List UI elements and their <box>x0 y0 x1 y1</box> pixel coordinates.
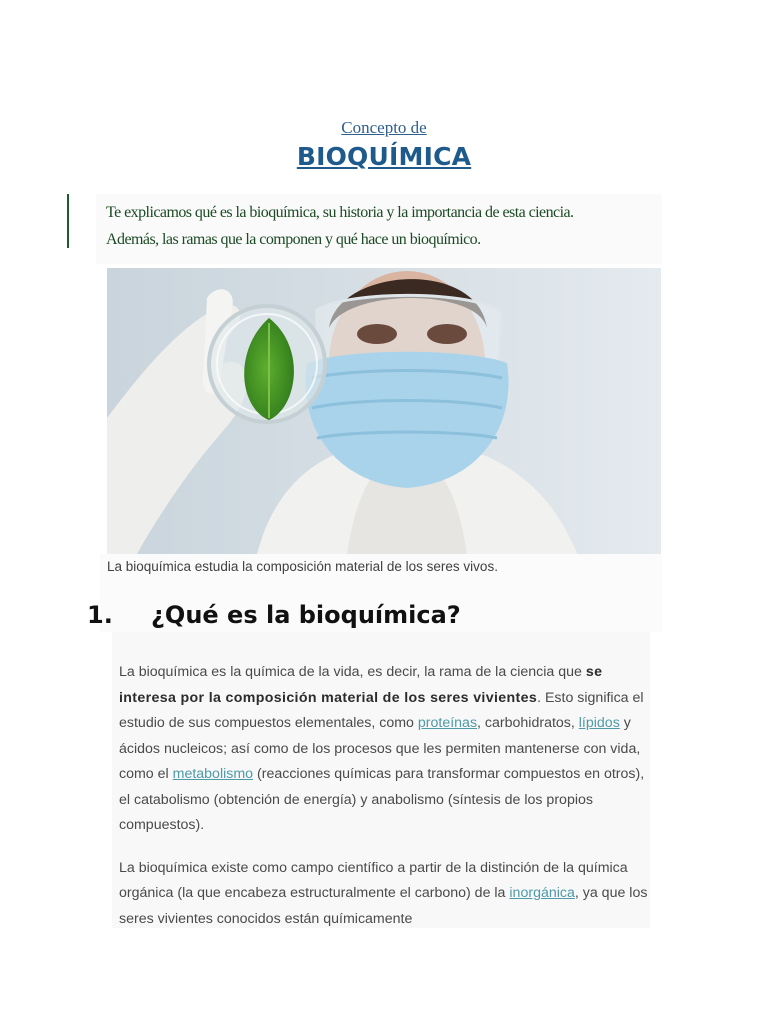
link-inorganica[interactable]: inorgánica <box>509 885 575 901</box>
intro-text <box>106 199 656 253</box>
section-number: 1. <box>87 601 113 629</box>
intro-line-2: Además, las ramas que la componen y qué hace un bioquímico. <box>106 231 481 248</box>
paragraph-1 <box>119 660 649 839</box>
article-body <box>119 660 649 949</box>
p1-text-1: La bioquímica es la química de la vida, es decir, la rama de la ciencia que <box>119 664 586 680</box>
paragraph-2 <box>119 856 649 933</box>
p2-text-1: La bioquímica existe como campo científico a partir de la distinción de la química orgánica (la que encabeza estructuralmente el carbono) de la <box>119 859 628 901</box>
pre-title: Concepto de <box>341 118 427 137</box>
p2-text-2: , ya que los seres vivientes conocidos están químicamente <box>119 885 648 927</box>
p1-text-5: (reacciones químicas para transformar compuestos en otros), el catabolismo (obtención de energía) y anabolismo (síntesis de los propios compuestos). <box>119 766 645 833</box>
intro-accent-bar <box>67 194 69 248</box>
intro-line-1: Te explicamos qué es la bioquímica, su historia y la importancia de esta ciencia. <box>106 204 574 221</box>
p1-text-4: y ácidos nucleicos; así como de los procesos que les permiten mantenerse con vida, como el <box>119 715 641 782</box>
link-lipidos[interactable]: lípidos <box>578 715 620 731</box>
link-metabolismo[interactable]: metabolismo <box>172 766 254 782</box>
section-heading-text: ¿Qué es la bioquímica? <box>151 601 461 629</box>
page-title: BIOQUÍMICA <box>296 142 472 171</box>
p1-text-3: , carbohidratos, <box>477 715 579 731</box>
image-caption: La bioquímica estudia la composición material de los seres vivos. <box>107 559 498 574</box>
link-proteinas[interactable]: proteínas <box>417 715 478 731</box>
p1-text-2: . Esto significa el estudio de sus compuestos elementales, como <box>119 689 644 731</box>
scientist-leaf-image-icon <box>107 268 661 554</box>
section-heading <box>87 601 461 629</box>
p1-bold-text: se interesa por la composición material de los seres vivientes <box>119 664 603 706</box>
scientist-photo <box>107 268 661 554</box>
